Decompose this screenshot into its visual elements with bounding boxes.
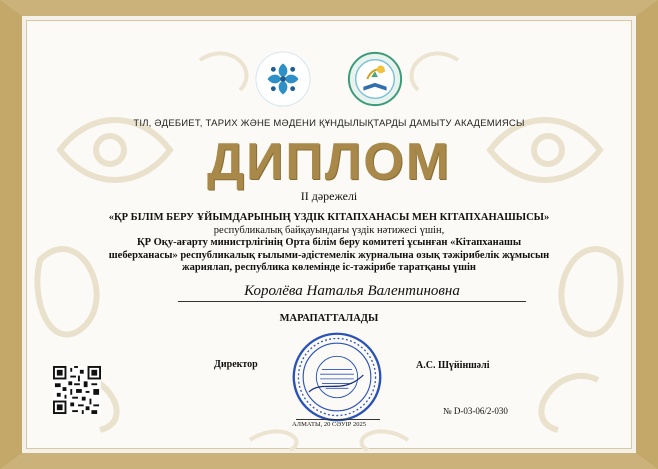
- signer-name: А.С. Шүйіншәлі: [416, 360, 490, 371]
- body-line-2: республикалық байқауындағы үздік нәтижесі үшін,: [213, 224, 445, 236]
- director-label: Директор: [214, 359, 258, 370]
- place-date: АЛМАТЫ, 20 СӘУІР 2025: [291, 421, 367, 428]
- academy-name: ТІЛ, ӘДЕБИЕТ, ТАРИХ ЖӘНЕ МӘДЕНИ ҚҰНДЫЛЫҚТАРДЫ ДАМЫТУ АКАДЕМИЯСЫ: [133, 118, 525, 129]
- logo-row: [0, 50, 658, 108]
- recipient-name: Королёва Наталья Валентиновна: [178, 283, 526, 302]
- city-underline: [296, 419, 380, 420]
- body-line-4: шеберханасы» республикалық ғылыми-әдістемелік журналына озық тәжірибелік жұмысын: [108, 249, 550, 261]
- academy-logo-icon: [346, 50, 404, 108]
- diploma-number: № D-03-06/2-030: [443, 406, 508, 416]
- body-line-5: жариялап, республика көлемінде іс-тәжірибе таратқаны үшін: [182, 262, 476, 273]
- diploma-body: [80, 212, 578, 275]
- diploma-degree: II дәрежелі: [300, 189, 358, 203]
- award-word: МАРАПАТТАЛАДЫ: [279, 313, 379, 324]
- official-stamp-icon: [290, 330, 384, 424]
- body-line-3: ҚР Оқу-ағарту министрлігінің Орта білім беру комитеті ұсынған «Кітапханашы: [136, 237, 522, 248]
- ministry-logo-icon: [254, 50, 312, 108]
- diploma-title: ДИПЛОМ: [206, 133, 452, 191]
- qr-code-icon: [53, 366, 101, 414]
- contest-name: «ҚР БІЛІМ БЕРУ ҰЙЫМДАРЫНЫҢ ҮЗДІК КІТАПХАНАСЫ МЕН КІТАПХАНАШЫСЫ»: [108, 212, 550, 223]
